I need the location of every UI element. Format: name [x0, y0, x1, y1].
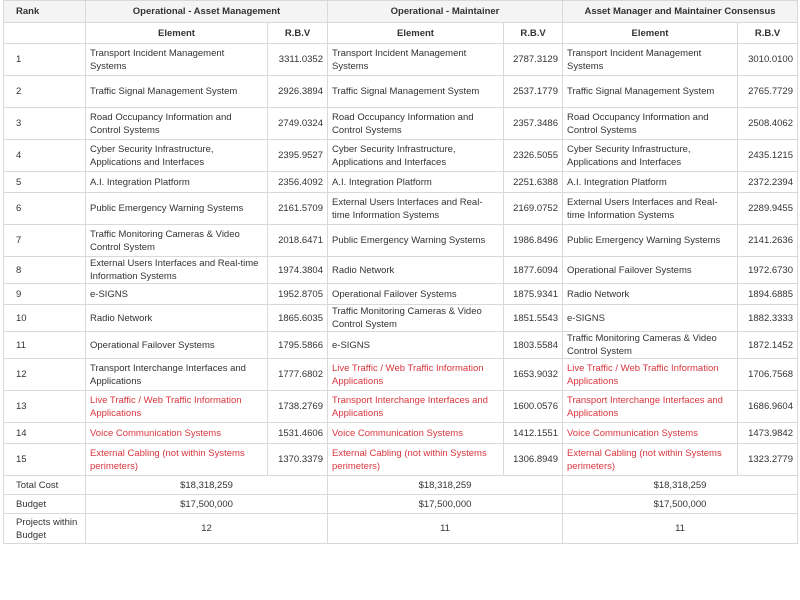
rbv-header: R.B.V	[268, 23, 328, 44]
rbv-cell: 1600.0576	[504, 391, 563, 423]
element-cell: Public Emergency Warning Systems	[328, 225, 504, 257]
element-cell: A.I. Integration Platform	[86, 172, 268, 193]
rank-cell: 15	[4, 444, 86, 476]
element-cell: Traffic Monitoring Cameras & Video Control System	[328, 305, 504, 332]
rbv-cell: 3311.0352	[268, 44, 328, 76]
summary-value: $18,318,259	[86, 476, 328, 495]
rank-cell: 3	[4, 108, 86, 140]
element-cell: Operational Failover Systems	[86, 332, 268, 359]
summary-value: $17,500,000	[86, 495, 328, 514]
element-cell: Voice Communication Systems	[86, 423, 268, 444]
rbv-cell: 1974.3804	[268, 257, 328, 284]
summary-value: 11	[328, 514, 563, 544]
rank-cell: 9	[4, 284, 86, 305]
rbv-header: R.B.V	[504, 23, 563, 44]
rbv-cell: 1972.6730	[738, 257, 798, 284]
element-cell: Road Occupancy Information and Control Systems	[328, 108, 504, 140]
rank-cell: 2	[4, 76, 86, 108]
rbv-cell: 2251.6388	[504, 172, 563, 193]
table-row	[4, 44, 798, 76]
group-header-maintainer: Operational - Maintainer	[328, 1, 563, 23]
table-row	[4, 108, 798, 140]
rbv-cell: 1986.8496	[504, 225, 563, 257]
element-cell: Radio Network	[328, 257, 504, 284]
summary-value: 12	[86, 514, 328, 544]
rbv-cell: 1686.9604	[738, 391, 798, 423]
element-cell: Live Traffic / Web Traffic Information Applications	[563, 359, 738, 391]
element-cell: Transport Incident Management Systems	[86, 44, 268, 76]
rbv-cell: 1894.6885	[738, 284, 798, 305]
element-cell: Traffic Monitoring Cameras & Video Control System	[563, 332, 738, 359]
table-row	[4, 284, 798, 305]
element-cell: Transport Incident Management Systems	[328, 44, 504, 76]
rbv-cell: 1706.7568	[738, 359, 798, 391]
rbv-cell: 2141.2636	[738, 225, 798, 257]
summary-row	[4, 476, 798, 495]
group-header-asset-management: Operational - Asset Management	[86, 1, 328, 23]
table-body	[4, 44, 798, 476]
element-cell: A.I. Integration Platform	[328, 172, 504, 193]
element-cell: Road Occupancy Information and Control Systems	[563, 108, 738, 140]
element-cell: External Cabling (not within Systems perimeters)	[86, 444, 268, 476]
summary-label: Budget	[4, 495, 86, 514]
element-header: Element	[328, 23, 504, 44]
rank-cell: 5	[4, 172, 86, 193]
rbv-cell: 2508.4062	[738, 108, 798, 140]
group-header-consensus: Asset Manager and Maintainer Consensus	[563, 1, 798, 23]
column-header-row	[4, 23, 798, 44]
rbv-cell: 1851.5543	[504, 305, 563, 332]
rbv-cell: 1306.8949	[504, 444, 563, 476]
element-cell: Voice Communication Systems	[563, 423, 738, 444]
rank-cell: 7	[4, 225, 86, 257]
rbv-cell: 1531.4606	[268, 423, 328, 444]
summary-label: Total Cost	[4, 476, 86, 495]
rbv-cell: 2749.0324	[268, 108, 328, 140]
element-cell: Radio Network	[563, 284, 738, 305]
element-cell: Operational Failover Systems	[563, 257, 738, 284]
table-row	[4, 423, 798, 444]
rbv-cell: 2018.6471	[268, 225, 328, 257]
element-cell: Transport Interchange Interfaces and Applications	[563, 391, 738, 423]
element-cell: Operational Failover Systems	[328, 284, 504, 305]
rbv-cell: 1738.2769	[268, 391, 328, 423]
table-row	[4, 76, 798, 108]
element-cell: Traffic Monitoring Cameras & Video Control System	[86, 225, 268, 257]
rbv-cell: 1865.6035	[268, 305, 328, 332]
element-cell: A.I. Integration Platform	[563, 172, 738, 193]
element-cell: Cyber Security Infrastructure, Applications and Interfaces	[86, 140, 268, 172]
table-row	[4, 140, 798, 172]
rbv-cell: 2326.5055	[504, 140, 563, 172]
rank-cell: 4	[4, 140, 86, 172]
rank-cell: 14	[4, 423, 86, 444]
summary-value: $18,318,259	[563, 476, 798, 495]
element-cell: Traffic Signal Management System	[563, 76, 738, 108]
summary-value: $18,318,259	[328, 476, 563, 495]
element-cell: External Cabling (not within Systems perimeters)	[563, 444, 738, 476]
summary-row	[4, 514, 798, 544]
table-row	[4, 359, 798, 391]
element-cell: External Users Interfaces and Real-time Information Systems	[563, 193, 738, 225]
rank-cell: 6	[4, 193, 86, 225]
rbv-cell: 1877.6094	[504, 257, 563, 284]
element-cell: Live Traffic / Web Traffic Information Applications	[86, 391, 268, 423]
summary-row	[4, 495, 798, 514]
element-cell: e-SIGNS	[563, 305, 738, 332]
table-row	[4, 172, 798, 193]
rbv-cell: 2161.5709	[268, 193, 328, 225]
element-cell: e-SIGNS	[328, 332, 504, 359]
rank-cell: 10	[4, 305, 86, 332]
rbv-cell: 2435.1215	[738, 140, 798, 172]
rbv-cell: 1952.8705	[268, 284, 328, 305]
table-row	[4, 332, 798, 359]
rbv-cell: 1803.5584	[504, 332, 563, 359]
table-row	[4, 257, 798, 284]
element-cell: e-SIGNS	[86, 284, 268, 305]
rbv-cell: 1795.5866	[268, 332, 328, 359]
rbv-cell: 1875.9341	[504, 284, 563, 305]
rbv-cell: 2926.3894	[268, 76, 328, 108]
element-cell: Cyber Security Infrastructure, Applications and Interfaces	[328, 140, 504, 172]
rbv-cell: 1473.9842	[738, 423, 798, 444]
element-cell: Road Occupancy Information and Control Systems	[86, 108, 268, 140]
element-cell: Public Emergency Warning Systems	[86, 193, 268, 225]
rbv-cell: 1653.9032	[504, 359, 563, 391]
element-cell: Live Traffic / Web Traffic Information Applications	[328, 359, 504, 391]
element-cell: Voice Communication Systems	[328, 423, 504, 444]
rbv-header: R.B.V	[738, 23, 798, 44]
element-cell: Transport Incident Management Systems	[563, 44, 738, 76]
summary-label: Projects within Budget	[4, 514, 86, 544]
element-cell: Traffic Signal Management System	[86, 76, 268, 108]
ranking-table	[3, 0, 798, 544]
element-header: Element	[563, 23, 738, 44]
element-cell: Transport Interchange Interfaces and Applications	[86, 359, 268, 391]
table-row	[4, 225, 798, 257]
element-cell: Traffic Signal Management System	[328, 76, 504, 108]
rbv-cell: 1882.3333	[738, 305, 798, 332]
rbv-cell: 2169.0752	[504, 193, 563, 225]
rbv-cell: 1370.3379	[268, 444, 328, 476]
element-cell: External Users Interfaces and Real-time Information Systems	[86, 257, 268, 284]
rank-cell: 11	[4, 332, 86, 359]
rbv-cell: 1412.1551	[504, 423, 563, 444]
table-row	[4, 444, 798, 476]
rbv-cell: 2765.7729	[738, 76, 798, 108]
rbv-cell: 2289.9455	[738, 193, 798, 225]
rbv-cell: 1777.6802	[268, 359, 328, 391]
rank-cell: 12	[4, 359, 86, 391]
element-cell: Radio Network	[86, 305, 268, 332]
element-cell: Cyber Security Infrastructure, Applications and Interfaces	[563, 140, 738, 172]
rank-cell: 8	[4, 257, 86, 284]
summary-value: $17,500,000	[328, 495, 563, 514]
rbv-cell: 2356.4092	[268, 172, 328, 193]
element-cell: External Cabling (not within Systems perimeters)	[328, 444, 504, 476]
rank-cell: 1	[4, 44, 86, 76]
table-row	[4, 193, 798, 225]
blank-header-cell	[4, 23, 86, 44]
table-row	[4, 391, 798, 423]
table-row	[4, 305, 798, 332]
element-header: Element	[86, 23, 268, 44]
summary-value: $17,500,000	[563, 495, 798, 514]
rbv-cell: 2357.3486	[504, 108, 563, 140]
rank-cell: 13	[4, 391, 86, 423]
rbv-cell: 2537.1779	[504, 76, 563, 108]
group-header-row	[4, 1, 798, 23]
element-cell: Transport Interchange Interfaces and Applications	[328, 391, 504, 423]
rbv-cell: 3010.0100	[738, 44, 798, 76]
table-summary	[4, 476, 798, 544]
summary-value: 11	[563, 514, 798, 544]
element-cell: External Users Interfaces and Real-time Information Systems	[328, 193, 504, 225]
rbv-cell: 2395.9527	[268, 140, 328, 172]
rbv-cell: 2372.2394	[738, 172, 798, 193]
rank-header: Rank	[4, 1, 86, 23]
rbv-cell: 1872.1452	[738, 332, 798, 359]
element-cell: Public Emergency Warning Systems	[563, 225, 738, 257]
rbv-cell: 1323.2779	[738, 444, 798, 476]
rbv-cell: 2787.3129	[504, 44, 563, 76]
